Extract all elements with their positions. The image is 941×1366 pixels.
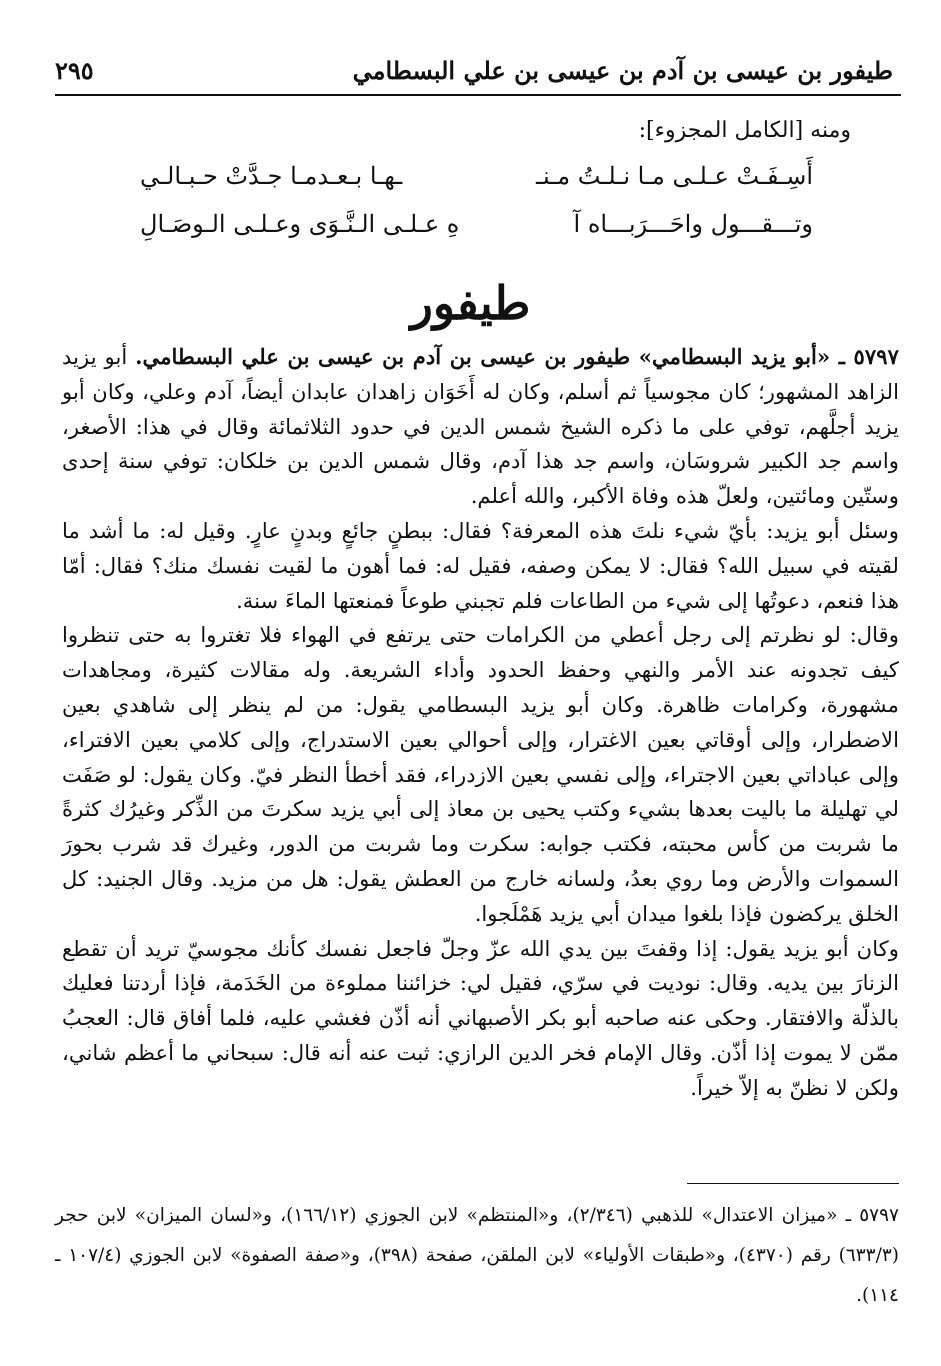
- verse-first-hemistich: أَسِـفَـتْ عـلـى مـا نـلـتُ مـنـ: [535, 162, 813, 190]
- verse-first-hemistich: وتـــقـــول واحَـــرَبـــاه آ: [573, 210, 813, 238]
- entry-text: أبو يزيد الزاهد المشهور؛ كان مجوسياً ثم أسلم، وكان له أَخَوَان زاهدان عابدان أيضاً، آدم وعلي، وكان أبو يزيد أجلَّهم، توفي على ما ذكره الشيخ شمس الدين في حدود الثلاثمائة وقال في هذا: الأصغر، واسم جد الكبير شروسَان، واسم جد هذا آدم، وقال شمس الدين بن خلكان: توفي سنة إحدى وستّين ومائتين، ولعلّ هذه وفاة الأكبر، والله أعلم.: [62, 344, 899, 509]
- poem-intro: ومنه [الكامل المجزوء]:: [638, 118, 851, 143]
- entry-paragraph: [62, 340, 899, 514]
- entry-paragraph: وكان أبو يزيد يقول: إذا وقفتَ بين يدي الله عزّ وجلّ فاجعل نفسك كأنك مجوسيّ تريد أن تقطع الزنارَ بين يديه. وقال: نوديت في سرّي، فقيل لي: خزائننا مملوءة من الخَدَمة، فإذا أردتنا فعليك بالذلّة والافتقار. وحكى عنه صاحبه أبو بكر الأصبهاني أنه أذّن فغشي عليه، فلما أفاق قال: العجبُ ممّن لا يموت إذا أذّن. وقال الإمام فخر الدين الرازي: ثبت عنه أنه قال: سبحاني ما أعظم شاني، ولكن لا نظنّ به إلاّ خيراً.: [62, 935, 899, 1100]
- footnote-rule: [687, 1183, 899, 1184]
- entry-heading: ٥٧٩٧ ـ «أبو يزيد البسطامي» طيفور بن عيسى بن آدم بن عيسى بن علي البسطامي.: [135, 344, 899, 369]
- verse-line: [140, 210, 813, 250]
- entry-paragraph: وقال: لو نظرتم إلى رجل أعطي من الكرامات حتى يرتفع في الهواء فلا تغتروا به حتى تنظروا كيف تجدونه عند الأمر والنهي وحفظ الحدود وأداء الشريعة. وله مقالات كثيرة، ومجاهدات مشهورة، وكرامات ظاهرة. وكان أبو يزيد البسطامي يقول: من لم ينظر إلى شاهدي بعين الاضطرار، وإلى أوقاتي بعين الاغترار، وإلى أحوالي بعين الاستدراج، وإلى كلامي بعين الافتراء، وإلى عباداتي بعين الاجتراء، وإلى نفسي بعين الازدراء، فقد أخطأ النظر فيّ. وكان يقول: لو صَفَت لي تهليلة ما باليت بعدها بشيء وكتب يحيى بن معاذ إلى أبي يزيد سكرتَ من الذِّكر وغيرُك كثرةً ما شربت من كأس محبته، فكتب جوابه: سكرت وما شربت من الدور، وغيرك قد شرب بحورَ السموات والأرض وما روي بعدُ، ولسانه خارج من العطش يقول: هل من مزيد. وقال الجنيد: كل الخلق يركضون فإذا بلغوا ميدان أبي يزيد هَمْلَجوا.: [62, 622, 899, 926]
- page-number: ٢٩٥: [55, 56, 94, 85]
- entry-body: [62, 340, 899, 1106]
- footnote: ٥٧٩٧ ـ «ميزان الاعتدال» للذهبي (٢/٣٤٦)، و«المنتظم» لابن الجوزي (١٦٦/١٢)، و«لسان الميزان» لابن حجر (٦٣٣/٣) رقم (٤٣٧٠)، و«طبقات الأولياء» لابن الملقن، صفحة (٣٩٨)، و«صفة الصفوة» لابن الجوزي (١٠٧/٤ ـ ١١٤).: [55, 1205, 899, 1306]
- verse-second-hemistich: ـهـا بـعـدمـا جـدَّتْ حـبـالـي: [140, 162, 403, 190]
- running-head: [55, 52, 901, 96]
- verse-second-hemistich: هِ عـلـى الـنَّـوَى وعـلـى الـوصَـالِ: [140, 210, 460, 238]
- section-title: طيفور: [410, 276, 531, 330]
- verse-line: [140, 162, 813, 202]
- entry-paragraph: وسئل أبو يزيد: بأيّ شيء نلتَ هذه المعرفة؟ فقال: ببطنٍ جائعٍ وبدنٍ عارٍ. وقيل له: ما أشد ما لقيته في سبيل الله؟ فقال: لا يمكن وصفه، فقيل له: فما أهون ما لقيت نفسك منك؟ فقال: أمّا هذا فنعم، دعوتُها إلى شيء من الطاعات فلم تجبني طوعاً فمنعتها الماءَ سنة.: [62, 517, 899, 613]
- running-title: طيفور بن عيسى بن آدم بن عيسى بن علي البسطامي: [352, 56, 893, 85]
